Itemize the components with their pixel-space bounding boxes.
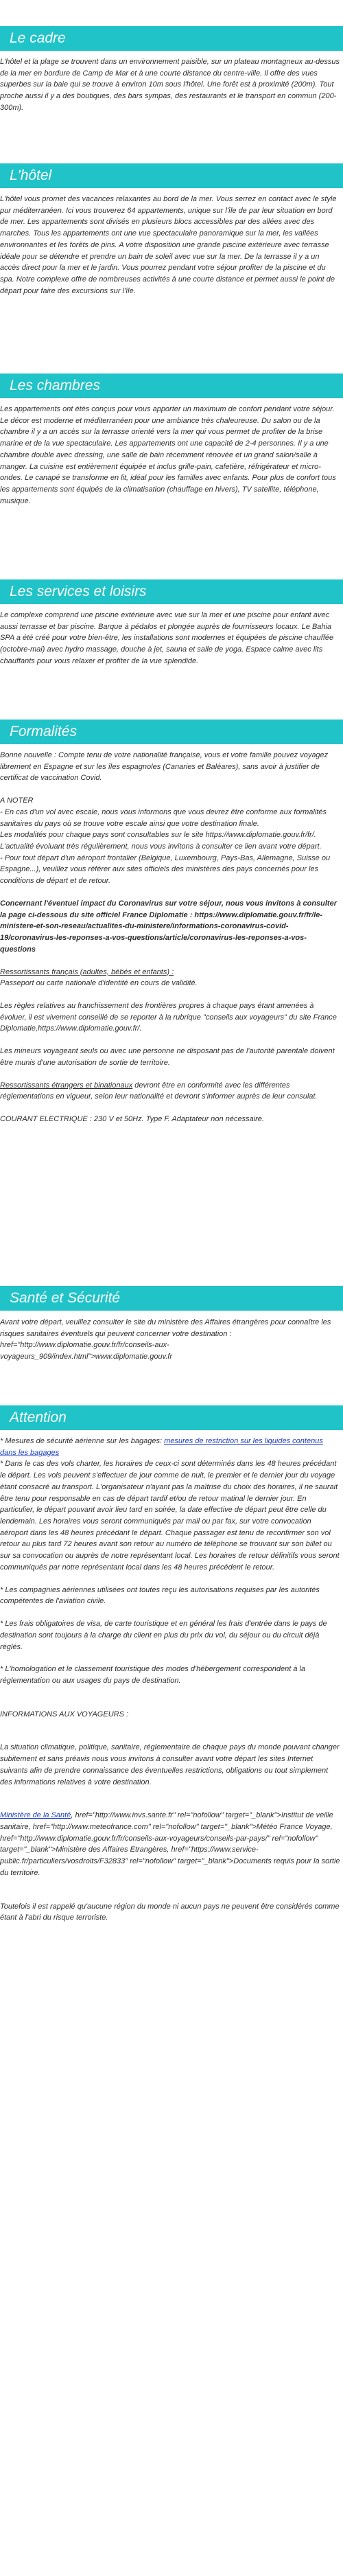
section-heading-formalites: Formalités xyxy=(0,720,343,744)
ministere-sante-link[interactable]: Ministère de la Santé xyxy=(0,1811,71,1820)
section-heading-sante: Santé et Sécurité xyxy=(0,1286,343,1311)
formalites-p5: - Pour tout départ d'un aéroport frontalier (Belgique, Luxembourg, Pays-Bas, Allemagne, Suisse ou Espagne...), veuillez vous référer aux sites officiels des ministères des pays concernés pour les conditions de départ et de retour. xyxy=(0,853,331,886)
formalites-electric-current: COURANT ELECTRIQUE : 230 V et 50Hz. Type F. Adaptateur non nécessaire. xyxy=(0,1114,264,1123)
formalites-french-nationals-heading: Ressortissants français (adultes, bébés et enfants) : xyxy=(0,967,174,976)
formalites-p1: Bonne nouvelle : Compte tenu de votre nationalité française, vous et votre famille pouvez voyagez librement en Espagne et sur les îles espagnoles (Canaries et Baléares), sans avoir à justifier de certificat de vaccination Covid. xyxy=(0,751,329,783)
formalites-foreign-nationals-heading: Ressortissants étrangers et binationaux xyxy=(0,1081,133,1090)
section-body-formalites xyxy=(0,750,340,1125)
attention-fees: * Les frais obligatoires de visa, de carte touristique et en général les frais d'entrée dans le pays de destination sont toujours à la charge du client en plus du prix du vol, du séjour ou du circuit déjà réglés. xyxy=(0,1620,327,1651)
chambres-paragraph: Les appartements ont étés conçus pour vous apporter un maximum de confort pendant votre séjour. Le décor est moderne et méditerranéen pour une ambiance très chaleureuse. Du salon ou de la chambre il y a un accès sur la terrasse orienté vers la mer qui vous permet de profiter de la brise marine et de la vue spectaculaire. Les appartements ont une capacité de 2-4 personnes. Il y a une chambre double avec dressing, une salle de bain récemment rénovée et un grand salon/salle à manger. La cuisine est entièrement équipée et inclus grille-pain, cafetière, réfrigérateur et micro-ondes. Le canapé se transforme en lit, idéal pour les familles avec enfants. Pour plus de confort tous les appartements sont équipés de la climatisation (chauffage en hivers), TV satellite, téléphone, musique. xyxy=(0,405,336,505)
formalites-coronavirus-notice: Concernant l'éventuel impact du Coronavirus sur votre séjour, nous vous invitons à consulter la page ci-dessous du site officiel France Diplomatie : https://www.diplomatie.gouv.fr/fr/le-ministere-et-son-reseau/actualites-du-ministere/informations-coronavirus-covid-19/coronavirus-les-reponses-a-vos-questions/article/coronavirus-les-reponses-a-vos-questions xyxy=(0,899,337,954)
section-body-sante xyxy=(0,1317,340,1363)
cadre-paragraph: L'hôtel et la plage se trouvent dans un environnement paisible, sur un plateau montagneux au-dessus de la mer en bordure de Camp de Mar et à une courte distance du centre-ville. Il offre des vues superbes sur la baie qui se trouve à environ 10m sous l'hôtel. Une forêt est à proximité (200m). Tout proche aussi il y a des boutiques, des bars sympas, des restaurants et le transport en commun (200-300m). xyxy=(0,58,340,112)
formalites-p9: Les mineurs voyageant seuls ou avec une personne ne disposant pas de l'autorité parentale doivent être munis d'une autorisation de sortie de territoire. xyxy=(0,1047,335,1067)
section-heading-services: Les services et loisirs xyxy=(0,579,343,604)
sante-paragraph: Avant votre départ, veuillez consulter le site du ministère des Affaires étrangères pour connaître les risques sanitaires éventuels qui peuvent concerner votre destination : href="http://www.diplomatie.gouv.fr/fr/conseils-aux-voyageurs_909/index.html">www.diplomatie.gouv.fr xyxy=(0,1318,331,1361)
services-paragraph: Le complexe comprend une piscine extérieure avec vue sur la mer et une piscine pour enfant avec aussi terrasse et bar piscine. Barque à pédalos et plongée auprès de fournisseurs locaux. Le Bahia SPA a été créé pour votre bien-être, les installations sont modernes et équipées de piscine chauffée (octobre-mai) avec hydro massage, douche à jet, sauna et salle de yoga. Espace calme avec lits chauffants pour vous relaxer et profiter de la vue splendide. xyxy=(0,611,334,665)
formalites-french-nationals-body: Passeport ou carte nationale d'identité en cours de validité. xyxy=(0,979,198,988)
formalites-p8: Les règles relatives au franchissement des frontières propres à chaque pays étant amenées à évoluer, il est vivement conseillé de se reporter à la rubrique "conseils aux voyageurs" du site France Diplomatie,https://www.diplomatie.gouv.fr/. xyxy=(0,1001,337,1033)
section-heading-chambres: Les chambres xyxy=(0,373,343,398)
attention-airlines: * Les compagnies aériennes utilisées ont toutes reçu les autorisations requises par les autorités compétentes de l'aviation civile. xyxy=(0,1585,320,1606)
formalites-foreign-nationals xyxy=(0,1080,340,1103)
liquids-restriction-link[interactable]: mesures de restriction sur les liquides contenus dans les bagages xyxy=(0,1437,323,1457)
section-body-services xyxy=(0,610,340,667)
attention-baggage-prefix: * Mesures de sécurité aérienne sur les bagages: xyxy=(0,1437,165,1445)
attention-useful-sites xyxy=(0,1810,340,1878)
formalites-p4: Les modalités pour chaque pays sont consultables sur le site https://www.diplomatie.gouv.fr/fr/. L'actualité évoluant très régulièrement, nous vous invitons à consulter ce lien avant votre départ. xyxy=(0,831,322,851)
attention-charter-flights: * Dans le cas des vols charter, les horaires de ceux-ci sont déterminés dans les 48 heures précédant le départ. Les vols peuvent s'effectuer de jour comme de nuit, le premier et le dernier jour du voyage étant consacré au transport. L'organisateur n'ayant pas la maîtrise du choix des horaires, il ne saurait être tenu pour responsable en cas de départ tardif et/ou de retour matinal le dernier jour. En particulier, le départ pouvant avoir lieu tard en soirée, la date effective de départ peut être celle du lendemain. Les horaires vous seront communiqués par mail ou par fax, sur votre convocation aéroport dans les 48 heures précédant le départ. Chaque passager est tenu de reconfirmer son vol retour au plus tard 72 heures avant son retour au numéro de téléphone se trouvant sur son billet ou sur sa convocation ou auprès de notre représentant local. Les horaires de retour définitifs vous seront communiqués par notre représentant local dans les 48 heures précédent le retour. xyxy=(0,1460,340,1572)
attention-terrorism-risk: Toutefois il est rappelé qu'aucune région du monde ni aucun pays ne peuvent être considérés comme étant à l'abri du risque terroriste. xyxy=(0,1902,340,1922)
section-body-attention xyxy=(0,1436,340,1924)
section-body-chambres xyxy=(0,404,340,507)
attention-baggage-measures xyxy=(0,1436,340,1458)
formalites-p3: - En cas d'un vol avec escale, nous vous informons que vous devrez être conforme aux formalités sanitaires du pays où se trouve votre escale ainsi que votre destination finale. xyxy=(0,807,327,828)
section-body-hotel xyxy=(0,194,340,297)
hotel-paragraph: L'hôtel vous promet des vacances relaxantes au bord de la mer. Vous serrez en contact avec le style pur méditerranéen. Ici vous trouverez 64 appartements, unique sur l'île de par leur situation en bord de mer. Les appartements sont divisés en plusieurs blocs accessibles par des allées avec des marches. Tous les appartements ont une vue spectaculaire panoramique sur la mer, les vallées environnantes et les forêts de pins. A votre disposition une grande piscine extérieure avec terrasse idéale pour se détendre et prendre un bain de soleil avec vue sur la mer. De la terrasse il y a un accès direct pour la mer et le jardin. Vous pourrez pendant votre séjour profiter de la piscine et du spa. Notre complexe offre de nombreuses activités à une courte distance et permet aussi le point de départ pour faire des excursions sur l'île. xyxy=(0,195,337,295)
formalites-foreign-nationals-body: devront être en conformité avec les différentes réglementations en vigueur, selon leur nationalité et devront s'informer auprès de leur consulat. xyxy=(0,1081,318,1101)
section-heading-cadre: Le cadre xyxy=(0,26,343,51)
attention-travellers-heading: INFORMATIONS AUX VOYAGEURS : xyxy=(0,1710,129,1718)
attention-travellers-info: La situation climatique, politique, sanitaire, réglementaire de chaque pays du monde pouvant changer subitement et sans préavis nous vous invitons à consulter avant votre départ les sites Internet suivants afin de prendre connaissance des éventuelles restrictions, obligations ou tout simplement des informations relatives à votre destination. xyxy=(0,1743,340,1786)
section-body-cadre xyxy=(0,56,340,114)
attention-homologation: * L'homologation et le classement touristique des modes d'hébergement correspondent à la réglementation ou aux usages du pays de destination. xyxy=(0,1665,306,1685)
formalites-p2: A NOTER xyxy=(0,796,34,805)
section-heading-hotel: L'hôtel xyxy=(0,163,343,188)
section-heading-attention: Attention xyxy=(0,1405,343,1430)
attention-useful-sites-rest: , href="http://www.invs.sante.fr" rel="nofollow" target="_blank">Institut de veille sanitaire, href="http://www.meteofrance.com" rel="nofollow" target="_blank">Météo France Voyage, href="http://www.diplomatie.gouv.fr/fr/conseils-aux-voyageurs/conseils-par-pays/" rel="nofollow" target="_blank">Ministère des Affaires Etrangères, href="https://www.service-public.fr/particuliers/vosdroits/F32833" rel="nofollow" target="_blank">Documents requis pour la sortie du territoire. xyxy=(0,1811,340,1877)
